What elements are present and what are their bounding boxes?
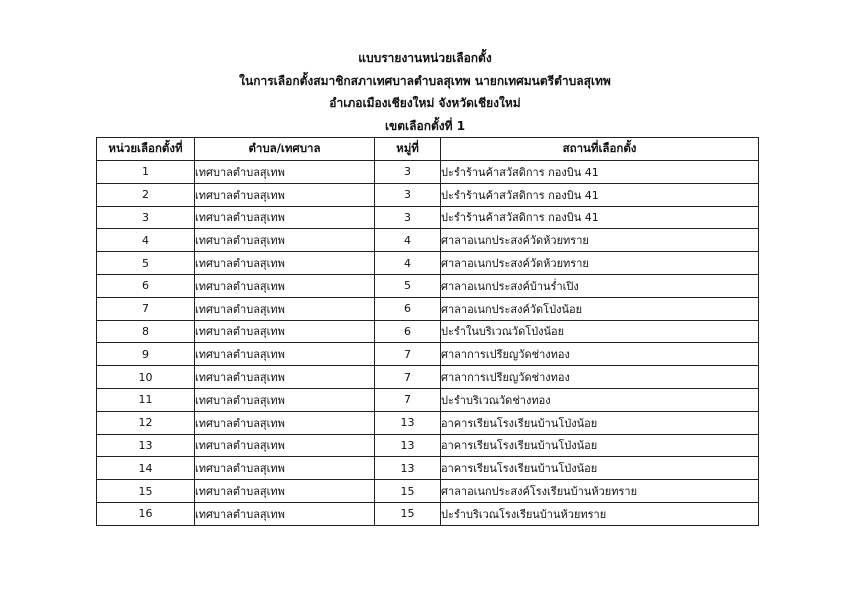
cell-village: 3 — [375, 206, 441, 229]
cell-village: 13 — [375, 457, 441, 480]
cell-unit: 4 — [97, 229, 195, 252]
cell-unit: 7 — [97, 297, 195, 320]
cell-place: ศาลาการเปรียญวัดช่างทอง — [441, 366, 759, 389]
table-row — [97, 206, 759, 229]
table-row — [97, 252, 759, 275]
table-row — [97, 343, 759, 366]
cell-unit: 8 — [97, 320, 195, 343]
cell-subdistrict: เทศบาลตำบลสุเทพ — [195, 480, 375, 503]
header-row — [97, 138, 759, 161]
cell-village: 5 — [375, 274, 441, 297]
cell-village: 6 — [375, 297, 441, 320]
cell-village: 4 — [375, 229, 441, 252]
document-header — [0, 47, 850, 137]
table-row — [97, 434, 759, 457]
cell-place: ศาลาอเนกประสงค์บ้านร่ำเปิง — [441, 274, 759, 297]
cell-place: ศาลาอเนกประสงค์วัดโป่งน้อย — [441, 297, 759, 320]
cell-place: อาคารเรียนโรงเรียนบ้านโป่งน้อย — [441, 411, 759, 434]
location-line: อำเภอเมืองเชียงใหม่ จังหวัดเชียงใหม่ — [329, 96, 521, 110]
cell-village: 7 — [375, 366, 441, 389]
cell-subdistrict: เทศบาลตำบลสุเทพ — [195, 274, 375, 297]
cell-subdistrict: เทศบาลตำบลสุเทพ — [195, 252, 375, 275]
table-row — [97, 274, 759, 297]
table-row — [97, 297, 759, 320]
cell-place: ปะรำในบริเวณวัดโป่งน้อย — [441, 320, 759, 343]
cell-place: ปะรำร้านค้าสวัสดิการ กองบิน 41 — [441, 183, 759, 206]
cell-unit: 13 — [97, 434, 195, 457]
cell-unit: 6 — [97, 274, 195, 297]
table-body — [97, 161, 759, 526]
cell-unit: 2 — [97, 183, 195, 206]
cell-village: 7 — [375, 388, 441, 411]
table-row — [97, 480, 759, 503]
cell-subdistrict: เทศบาลตำบลสุเทพ — [195, 388, 375, 411]
cell-village: 15 — [375, 480, 441, 503]
cell-unit: 1 — [97, 161, 195, 184]
table-row — [97, 366, 759, 389]
cell-subdistrict: เทศบาลตำบลสุเทพ — [195, 457, 375, 480]
table-header — [97, 138, 759, 161]
table-row — [97, 229, 759, 252]
table-row — [97, 183, 759, 206]
table-row — [97, 457, 759, 480]
col-header-subdistrict: ตำบล/เทศบาล — [195, 138, 375, 161]
cell-village: 7 — [375, 343, 441, 366]
cell-place: ศาลาอเนกประสงค์วัดห้วยทราย — [441, 252, 759, 275]
cell-unit: 14 — [97, 457, 195, 480]
table-row — [97, 411, 759, 434]
cell-subdistrict: เทศบาลตำบลสุเทพ — [195, 343, 375, 366]
table-row — [97, 161, 759, 184]
cell-place: ศาลาการเปรียญวัดช่างทอง — [441, 343, 759, 366]
cell-subdistrict: เทศบาลตำบลสุเทพ — [195, 434, 375, 457]
cell-unit: 11 — [97, 388, 195, 411]
cell-subdistrict: เทศบาลตำบลสุเทพ — [195, 206, 375, 229]
cell-unit: 5 — [97, 252, 195, 275]
cell-subdistrict: เทศบาลตำบลสุเทพ — [195, 502, 375, 525]
cell-subdistrict: เทศบาลตำบลสุเทพ — [195, 183, 375, 206]
cell-village: 15 — [375, 502, 441, 525]
cell-subdistrict: เทศบาลตำบลสุเทพ — [195, 320, 375, 343]
polling-units-table — [96, 137, 759, 526]
col-header-place: สถานที่เลือกตั้ง — [441, 138, 759, 161]
cell-unit: 10 — [97, 366, 195, 389]
cell-subdistrict: เทศบาลตำบลสุเทพ — [195, 366, 375, 389]
cell-village: 4 — [375, 252, 441, 275]
cell-place: ปะรำร้านค้าสวัสดิการ กองบิน 41 — [441, 206, 759, 229]
cell-subdistrict: เทศบาลตำบลสุเทพ — [195, 161, 375, 184]
cell-unit: 12 — [97, 411, 195, 434]
cell-unit: 16 — [97, 502, 195, 525]
cell-place: ศาลาอเนกประสงค์โรงเรียนบ้านห้วยทราย — [441, 480, 759, 503]
cell-place: ปะรำบริเวณโรงเรียนบ้านห้วยทราย — [441, 502, 759, 525]
cell-village: 3 — [375, 183, 441, 206]
table-row — [97, 502, 759, 525]
document-title: แบบรายงานหน่วยเลือกตั้ง — [358, 51, 492, 65]
cell-village: 13 — [375, 411, 441, 434]
district-line: เขตเลือกตั้งที่ 1 — [384, 118, 466, 133]
cell-subdistrict: เทศบาลตำบลสุเทพ — [195, 297, 375, 320]
table-row — [97, 388, 759, 411]
table-row — [97, 320, 759, 343]
cell-place: ศาลาอเนกประสงค์วัดห้วยทราย — [441, 229, 759, 252]
cell-place: อาคารเรียนโรงเรียนบ้านโป่งน้อย — [441, 457, 759, 480]
cell-unit: 9 — [97, 343, 195, 366]
cell-subdistrict: เทศบาลตำบลสุเทพ — [195, 411, 375, 434]
cell-village: 13 — [375, 434, 441, 457]
cell-place: ปะรำร้านค้าสวัสดิการ กองบิน 41 — [441, 161, 759, 184]
cell-village: 3 — [375, 161, 441, 184]
cell-unit: 3 — [97, 206, 195, 229]
cell-subdistrict: เทศบาลตำบลสุเทพ — [195, 229, 375, 252]
election-subtitle: ในการเลือกตั้งสมาชิกสภาเทศบาลตำบลสุเทพ นายกเทศมนตรีตำบลสุเทพ — [239, 73, 611, 88]
col-header-village: หมู่ที่ — [375, 138, 441, 161]
cell-unit: 15 — [97, 480, 195, 503]
cell-place: อาคารเรียนโรงเรียนบ้านโป่งน้อย — [441, 434, 759, 457]
cell-village: 6 — [375, 320, 441, 343]
cell-place: ปะรำบริเวณวัดช่างทอง — [441, 388, 759, 411]
col-header-unit: หน่วยเลือกตั้งที่ — [97, 138, 195, 161]
